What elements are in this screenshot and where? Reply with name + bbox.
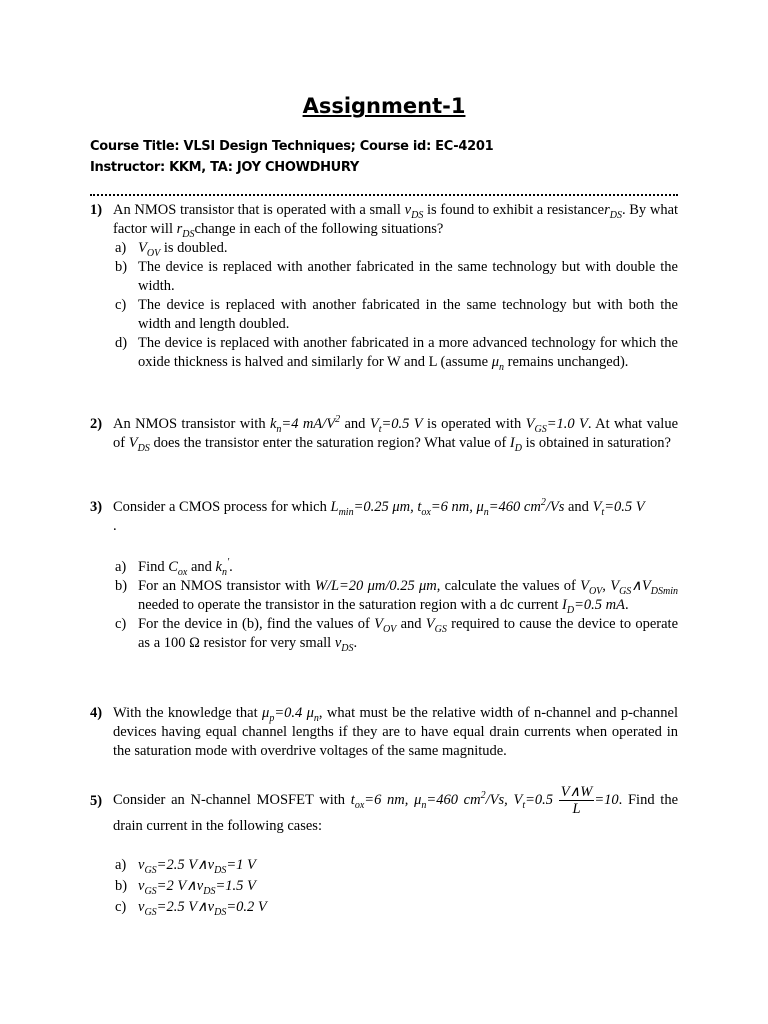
question-5 <box>90 784 678 917</box>
sub-question-a: a) $v_{GS}=2.5$ $V\wedge v_{DS}=1$ V <box>115 857 256 876</box>
sub-question-c: c) For the device in (b), find the values of $V_{OV}$ and $V_{GS}$ required to cause the device to operate as a 100 Ω resistor for very small $v_{DS}$. <box>115 616 678 654</box>
question-text: An NMOS transistor that is operated with a small $v_{DS}$ is found to exhibit a resistancer$_{DS}$. By what factor will $r_{DS}change$ in each of the following situations? <box>113 202 679 240</box>
sub-question-b: b) $v_{GS}=2$ $V\wedge v_{DS}=1.5$ V <box>115 878 256 897</box>
sub-question-c: c) The device is replaced with another fabricated in the same technology but with both the width and length doubled. <box>115 297 678 332</box>
question-number: 3) <box>90 499 103 515</box>
sub-question-d: d) The device is replaced with another fabricated in a more advanced technology for which the oxide thickness is halved and similarly for W and L (assume $\mu_n$ remains unchanged). <box>115 335 678 373</box>
sub-question-a: a) Find $C_{ox}$ and $k_n'$. <box>115 557 233 578</box>
sub-question-a: a) $V_{OV}$ is doubled. <box>115 240 228 259</box>
question-1 <box>90 201 678 372</box>
question-text: Consider an N-channel MOSFET with $t_{ox}=6$ nm, $\mu_n=460$ $cm^2/Vs$, $V_t=0.5$ $\frac{V\wedge W}{L}$ =10. Find the drain current in the following cases: <box>113 784 679 834</box>
sub-question-c: c) $v_{GS}=2.5$ $V\wedge v_{DS}=0.2$ V <box>115 899 267 918</box>
question-3 <box>90 498 678 653</box>
question-number: 5) <box>90 793 103 809</box>
course-line: Course Title: VLSI Design Techniques; Course id: EC-4201 <box>90 139 494 154</box>
dotted-divider <box>90 180 678 196</box>
question-text: With the knowledge that $\mu_p=0.4$ $\mu_n$, what must be the relative width of n-channel and p-channel devices having equal channel lengths if they are to have equal drain currents when operated in the saturation mode with overdrive voltages of the same magnitude. <box>113 705 678 759</box>
question-number: 4) <box>90 705 103 721</box>
instructor-line: Instructor: KKM, TA: JOY CHOWDHURY <box>90 160 360 175</box>
question-text: Consider a CMOS process for which $L_{min}=0.25$ μm, $t_{ox}=6$ nm, $\mu_n=460$ $cm^2/Vs$ and $V_t=0.5$ V . <box>113 497 645 534</box>
question-text: An NMOS transistor with $k_n=4$ $mA/V^2$ and $V_t=0.5$ V is operated with $V_{GS}=1.0$ V. At what value of $V_{DS}$ does the transistor enter the saturation region? What value of $I_D$ is obtained in saturation? <box>113 414 679 454</box>
question-number: 2) <box>90 416 103 432</box>
question-number: 1) <box>90 202 103 218</box>
sub-question-b: b) The device is replaced with another fabricated in the same technology but with double the width. <box>115 259 678 294</box>
sub-question-b: b) For an NMOS transistor with W/L=20 μm/0.25 μm, calculate the values of $V_{OV}$, $V_{GS}\wedge V_{DSmin}$ needed to operate the transistor in the saturation region with a dc current $I_D=0.5$ mA. <box>115 578 679 616</box>
page-title: Assignment-1 <box>302 94 466 118</box>
question-2 <box>90 415 678 453</box>
question-4 <box>90 704 678 761</box>
